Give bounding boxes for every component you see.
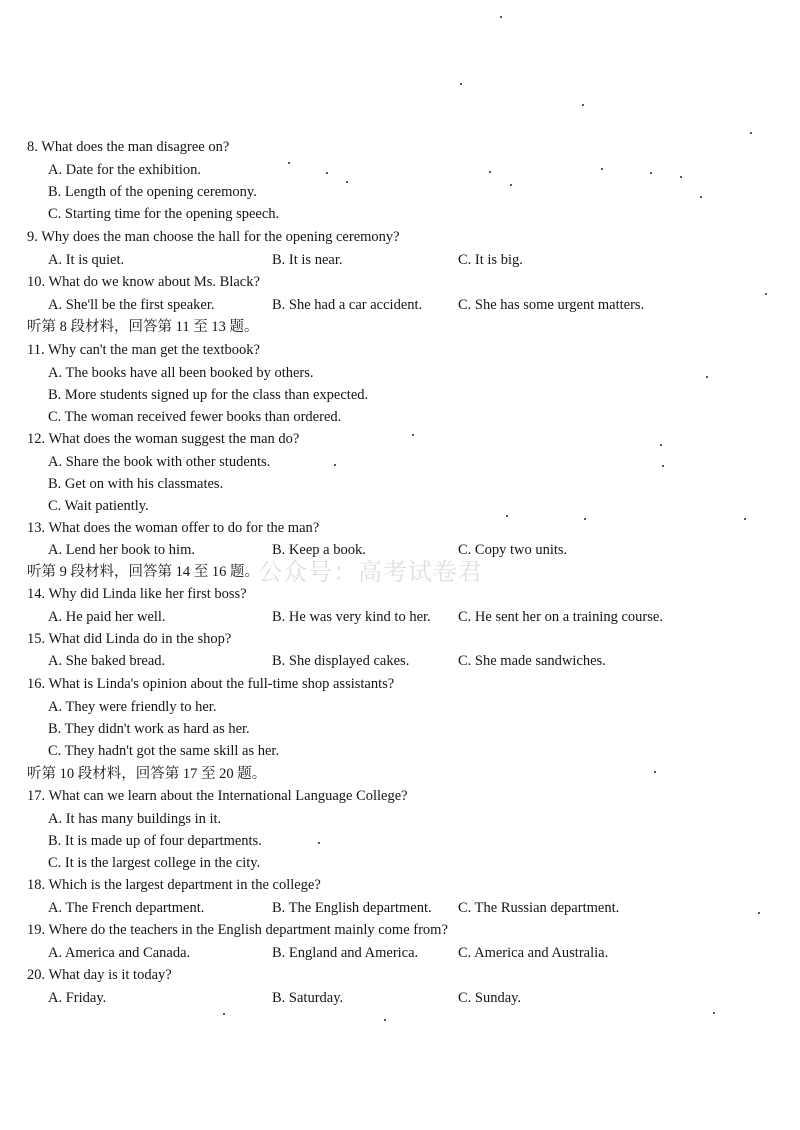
question-text: 8. What does the man disagree on?: [27, 139, 230, 155]
question-16-option-b-row: [0, 718, 800, 740]
scan-speck: [660, 444, 662, 446]
option-b: B. Saturday.: [272, 990, 344, 1006]
question-9: [0, 226, 800, 248]
option-a: A. It has many buildings in it.: [48, 811, 222, 827]
scan-speck: [601, 168, 603, 170]
question-12-option-a-row: [0, 451, 800, 473]
option-a: A. The French department.: [48, 900, 205, 916]
scan-speck: [412, 434, 414, 436]
section-text: 听第 9 段材料，回答第 14 至 16 题。: [27, 564, 259, 580]
option-a: A. Share the book with other students.: [48, 454, 271, 470]
option-c: C. Sunday.: [458, 990, 522, 1006]
section-text: 听第 10 段材料，回答第 17 至 20 题。: [27, 766, 267, 782]
scan-speck: [680, 176, 682, 178]
question-11-option-b-row: [0, 384, 800, 406]
scan-speck: [334, 464, 336, 466]
question-17: [0, 785, 800, 807]
scan-speck: [584, 518, 586, 520]
option-c: C. America and Australia.: [458, 945, 609, 961]
question-15-options: [0, 650, 800, 672]
question-18: [0, 874, 800, 896]
question-12-option-c-row: [0, 495, 800, 517]
scan-speck: [460, 83, 462, 85]
question-17-option-c-row: [0, 852, 800, 874]
scan-speck: [346, 181, 348, 183]
option-b: B. England and America.: [272, 945, 419, 961]
scan-speck: [650, 172, 652, 174]
scan-speck: [654, 771, 656, 773]
question-19-options: [0, 942, 800, 964]
question-text: 15. What did Linda do in the shop?: [27, 631, 232, 647]
question-8-option-b-row: [0, 181, 800, 203]
scan-speck: [489, 171, 491, 173]
question-11-option-a-row: [0, 362, 800, 384]
question-19: [0, 919, 800, 941]
question-text: 10. What do we know about Ms. Black?: [27, 274, 260, 290]
option-c: C. Wait patiently.: [48, 498, 149, 514]
option-b: B. He was very kind to her.: [272, 609, 431, 625]
option-a: A. Date for the exhibition.: [48, 162, 202, 178]
section-text: 听第 8 段材料，回答第 11 至 13 题。: [27, 319, 259, 335]
option-a: A. Friday.: [48, 990, 107, 1006]
scan-speck: [384, 1019, 386, 1021]
scan-speck: [758, 912, 760, 914]
option-c: C. Copy two units.: [458, 542, 568, 558]
question-12-option-b-row: [0, 473, 800, 495]
option-c: C. The Russian department.: [458, 900, 620, 916]
option-b: B. Get on with his classmates.: [48, 476, 224, 492]
option-c: C. She has some urgent matters.: [458, 297, 645, 313]
question-20: [0, 964, 800, 986]
option-a: A. It is quiet.: [48, 252, 125, 268]
option-a: A. Lend her book to him.: [48, 542, 195, 558]
scan-speck: [326, 172, 328, 174]
question-text: 18. Which is the largest department in the college?: [27, 877, 321, 893]
option-b: B. It is near.: [272, 252, 343, 268]
scan-speck: [750, 132, 752, 134]
option-b: B. Length of the opening ceremony.: [48, 184, 257, 200]
option-c: C. She made sandwiches.: [458, 653, 606, 669]
question-10: [0, 271, 800, 293]
question-18-options: [0, 897, 800, 919]
option-b: B. It is made up of four departments.: [48, 833, 262, 849]
question-20-options: [0, 987, 800, 1009]
scan-speck: [706, 376, 708, 378]
question-8-option-c-row: [0, 203, 800, 225]
scan-speck: [223, 1013, 225, 1015]
option-b: B. Keep a book.: [272, 542, 366, 558]
question-11-option-c-row: [0, 406, 800, 428]
question-text: 12. What does the woman suggest the man do?: [27, 431, 300, 447]
question-text: 16. What is Linda's opinion about the full-time shop assistants?: [27, 676, 395, 692]
option-b: B. More students signed up for the class than expected.: [48, 387, 369, 403]
question-text: 13. What does the woman offer to do for the man?: [27, 520, 320, 536]
option-c: C. They hadn't got the same skill as her.: [48, 743, 280, 759]
question-text: 17. What can we learn about the International Language College?: [27, 788, 408, 804]
question-11: [0, 339, 800, 361]
option-a: A. America and Canada.: [48, 945, 191, 961]
question-16: [0, 673, 800, 695]
option-b: B. The English department.: [272, 900, 432, 916]
scan-speck: [582, 104, 584, 106]
question-12: [0, 428, 800, 450]
option-a: A. The books have all been booked by others.: [48, 365, 314, 381]
question-15: [0, 628, 800, 650]
question-8: [0, 136, 800, 158]
scan-speck: [700, 196, 702, 198]
scan-speck: [288, 162, 290, 164]
watermark-text: 公众号：高考试卷君: [258, 558, 483, 586]
option-b: B. She displayed cakes.: [272, 653, 410, 669]
scan-speck: [506, 515, 508, 517]
option-c: C. It is the largest college in the city.: [48, 855, 261, 871]
option-b: B. They didn't work as hard as her.: [48, 721, 250, 737]
question-text: 9. Why does the man choose the hall for the opening ceremony?: [27, 229, 400, 245]
scan-speck: [765, 293, 767, 295]
question-10-options: [0, 294, 800, 316]
section-heading-8: [0, 316, 800, 338]
section-heading-10: [0, 763, 800, 785]
option-c: C. He sent her on a training course.: [458, 609, 663, 625]
option-b: B. She had a car accident.: [272, 297, 423, 313]
option-c: C. It is big.: [458, 252, 523, 268]
scan-speck: [318, 842, 320, 844]
option-a: A. She'll be the first speaker.: [48, 297, 215, 313]
scan-speck: [744, 518, 746, 520]
question-text: 19. Where do the teachers in the English department mainly come from?: [27, 922, 448, 938]
question-text: 11. Why can't the man get the textbook?: [27, 342, 260, 358]
question-13: [0, 517, 800, 539]
question-text: 14. Why did Linda like her first boss?: [27, 586, 247, 602]
question-text: 20. What day is it today?: [27, 967, 172, 983]
option-a: A. He paid her well.: [48, 609, 166, 625]
option-a: A. They were friendly to her.: [48, 699, 217, 715]
question-14-options: [0, 606, 800, 628]
question-16-option-a-row: [0, 696, 800, 718]
question-17-option-a-row: [0, 808, 800, 830]
scan-speck: [500, 16, 502, 18]
scan-speck: [662, 465, 664, 467]
option-c: C. The woman received fewer books than ordered.: [48, 409, 342, 425]
question-16-option-c-row: [0, 740, 800, 762]
question-9-options: [0, 249, 800, 271]
question-17-option-b-row: [0, 830, 800, 852]
option-a: A. She baked bread.: [48, 653, 166, 669]
option-c: C. Starting time for the opening speech.: [48, 206, 280, 222]
scan-speck: [713, 1012, 715, 1014]
scan-speck: [510, 184, 512, 186]
